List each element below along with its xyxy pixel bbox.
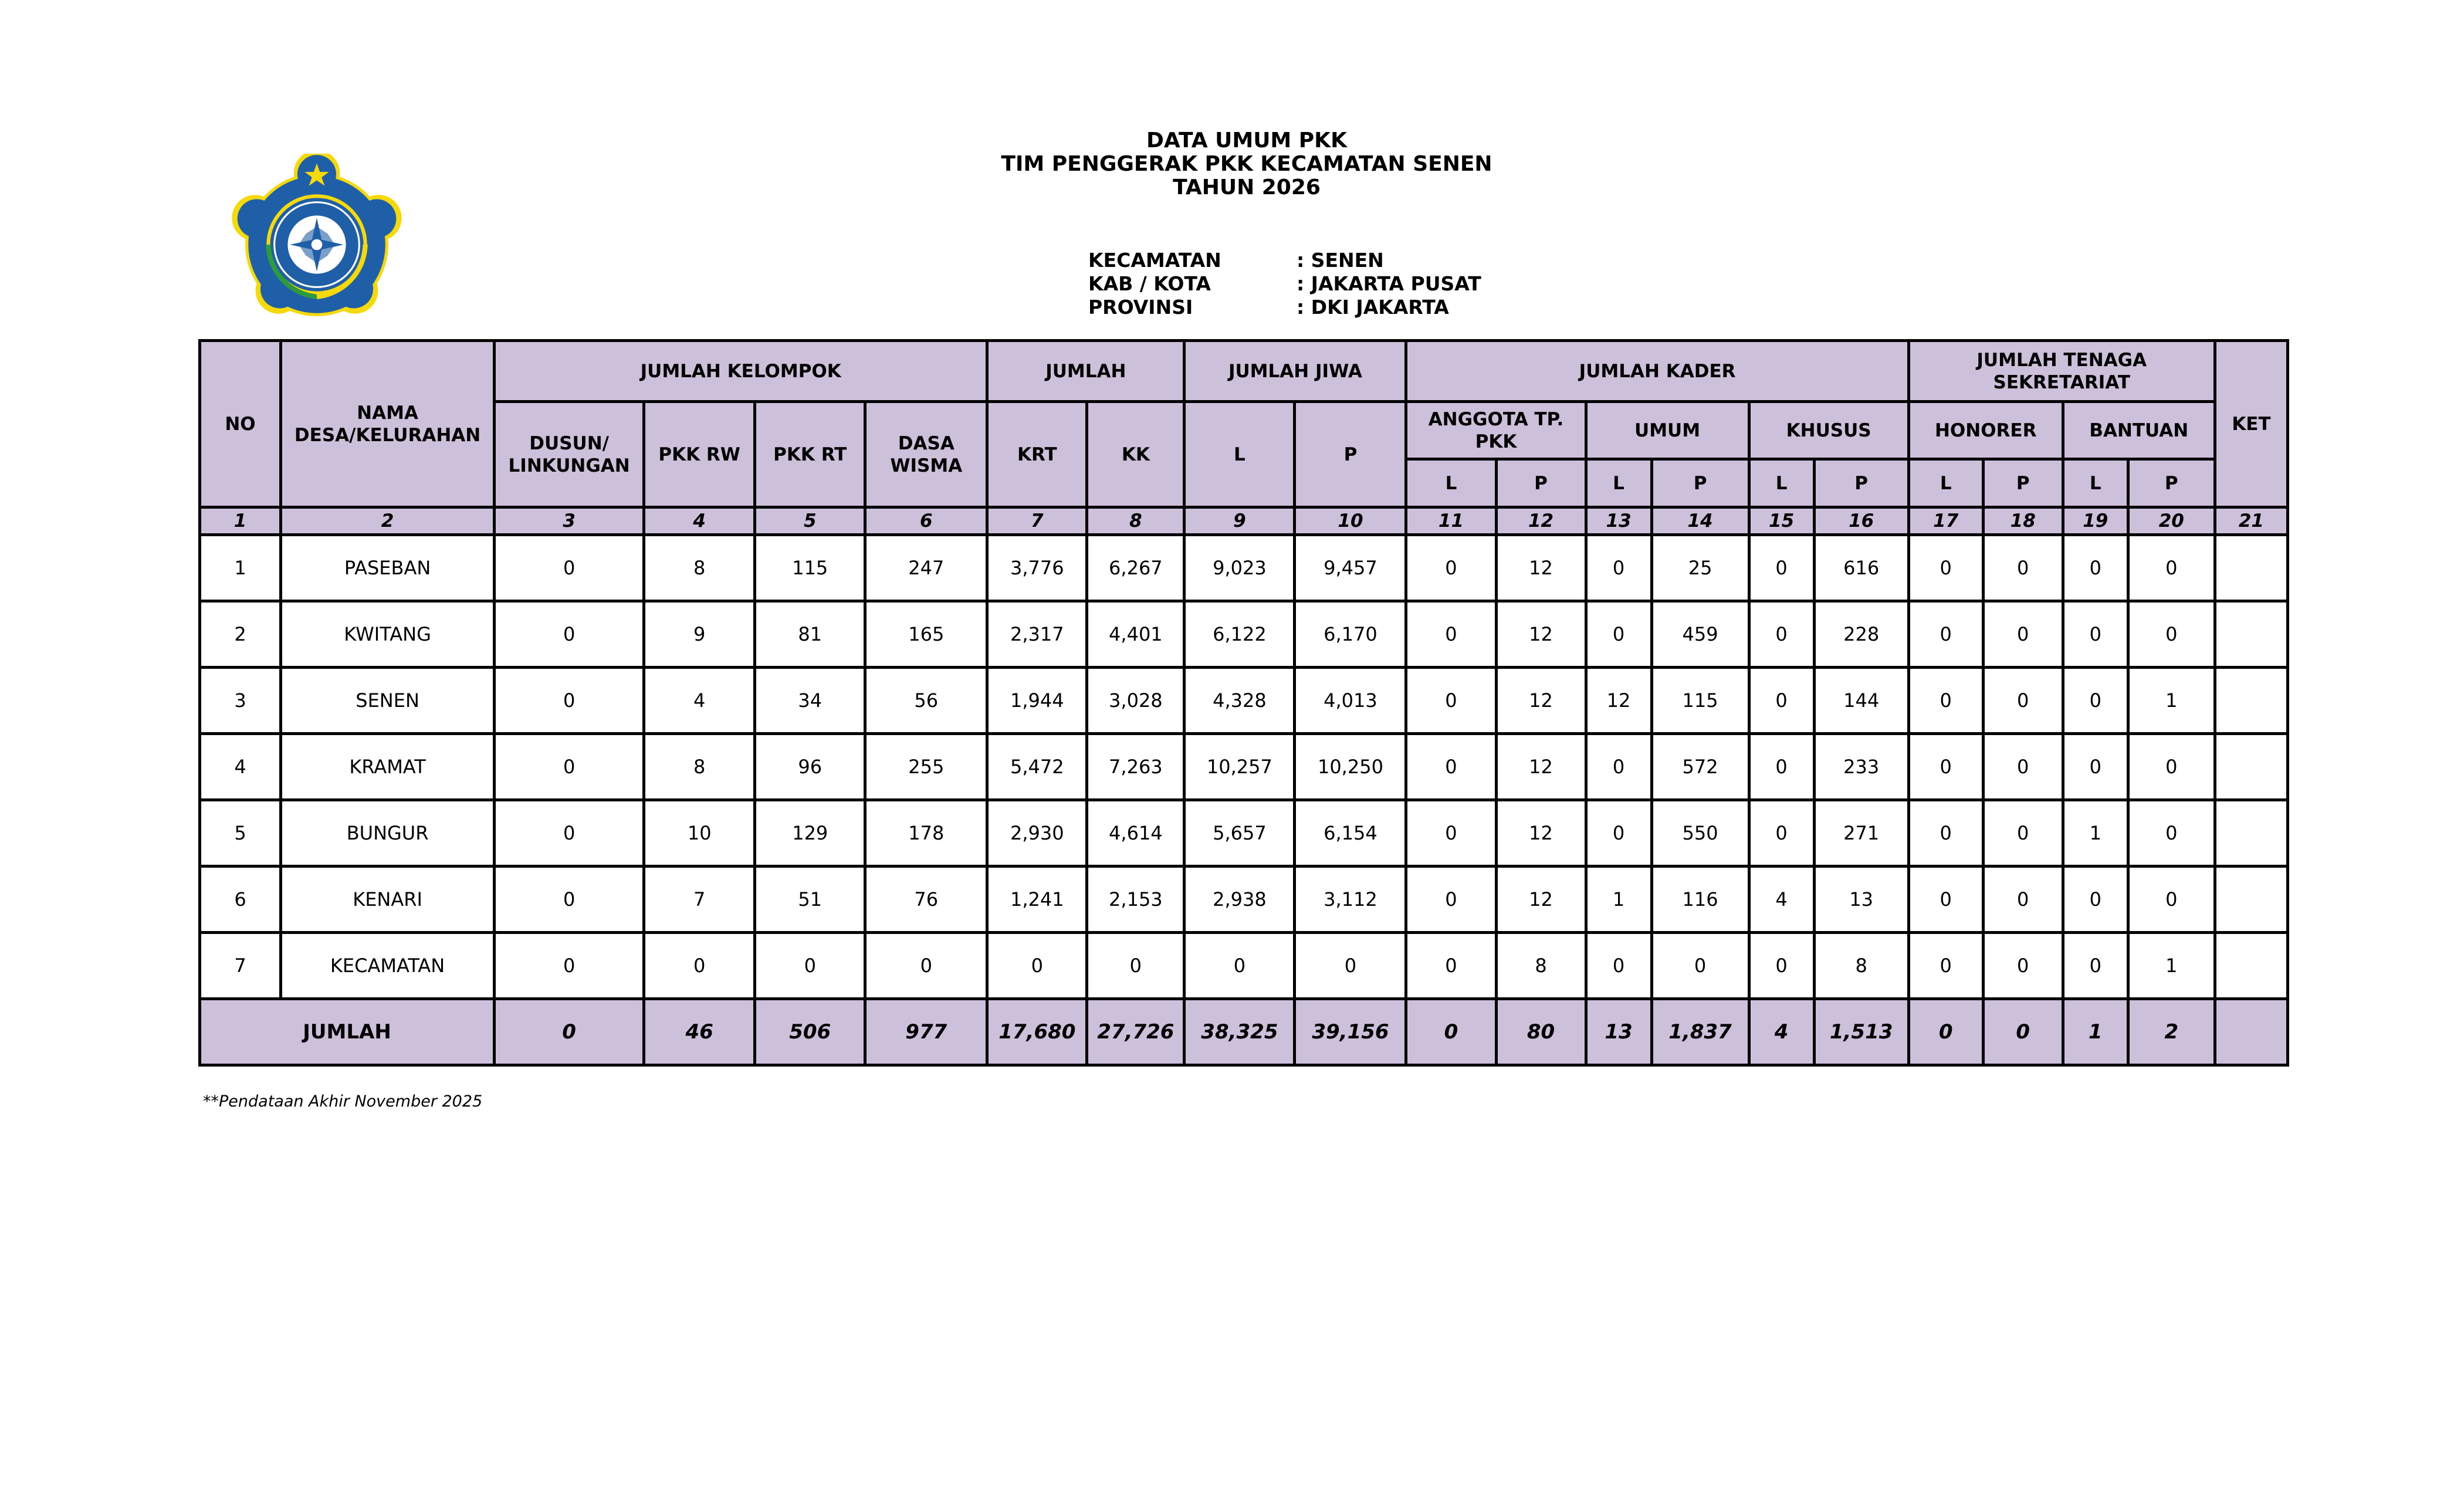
village-name-cell: KECAMATAN bbox=[281, 933, 495, 999]
table-cell: 1,944 bbox=[987, 668, 1087, 734]
table-cell: 0 bbox=[1087, 933, 1184, 999]
total-cell: 0 bbox=[1908, 999, 1983, 1065]
table-cell: 0 bbox=[1586, 535, 1651, 601]
table-cell: 5,472 bbox=[987, 734, 1087, 800]
table-row bbox=[200, 867, 2288, 933]
header-no: NO bbox=[200, 341, 281, 507]
table-cell: 4 bbox=[644, 668, 755, 734]
pkk-data-table bbox=[198, 339, 2289, 1067]
table-cell: 459 bbox=[1651, 601, 1749, 668]
table-cell: 1 bbox=[2128, 933, 2215, 999]
header-row-2 bbox=[200, 402, 2288, 459]
column-number: 12 bbox=[1496, 507, 1586, 535]
total-cell: 0 bbox=[495, 999, 644, 1065]
table-cell: 9,023 bbox=[1184, 535, 1295, 601]
header-umum-l: L bbox=[1586, 459, 1651, 507]
title-line-2: TIM PENGGERAK PKK KECAMATAN SENEN bbox=[1001, 152, 1492, 176]
total-row bbox=[200, 999, 2288, 1065]
header-jiwa-l: L bbox=[1184, 402, 1295, 507]
table-cell: 12 bbox=[1496, 535, 1586, 601]
total-cell: 27,726 bbox=[1087, 999, 1184, 1065]
column-number-row bbox=[200, 507, 2288, 535]
table-cell: 0 bbox=[1749, 668, 1814, 734]
header-khusus-l: L bbox=[1749, 459, 1814, 507]
table-cell: 2,153 bbox=[1087, 867, 1184, 933]
table-cell: 0 bbox=[1406, 867, 1496, 933]
table-cell: 0 bbox=[495, 601, 644, 668]
table-cell: 3,028 bbox=[1087, 668, 1184, 734]
table-cell: 6,170 bbox=[1295, 601, 1406, 668]
table-cell: 6,154 bbox=[1295, 800, 1406, 867]
header-jumlah: JUMLAH bbox=[987, 341, 1184, 402]
pkk-emblem-icon bbox=[226, 154, 408, 336]
table-cell: 0 bbox=[2063, 668, 2128, 734]
total-cell: 17,680 bbox=[987, 999, 1087, 1065]
total-cell: 2 bbox=[2128, 999, 2215, 1065]
table-cell bbox=[2215, 601, 2287, 668]
total-cell: 1,513 bbox=[1814, 999, 1908, 1065]
table-cell: 165 bbox=[865, 601, 987, 668]
table-cell: 0 bbox=[1908, 933, 1983, 999]
header-umum-p: P bbox=[1651, 459, 1749, 507]
table-cell: 0 bbox=[1406, 933, 1496, 999]
table-cell: 0 bbox=[644, 933, 755, 999]
table-cell: 0 bbox=[1184, 933, 1295, 999]
table-cell: 0 bbox=[1406, 668, 1496, 734]
total-cell: 0 bbox=[1406, 999, 1496, 1065]
total-cell: 0 bbox=[1983, 999, 2063, 1065]
row-number-cell: 2 bbox=[200, 601, 281, 668]
village-name-cell: KRAMAT bbox=[281, 734, 495, 800]
table-cell: 0 bbox=[1749, 601, 1814, 668]
document-title bbox=[821, 129, 1672, 199]
table-cell bbox=[2215, 800, 2287, 867]
table-cell: 7,263 bbox=[1087, 734, 1184, 800]
total-cell: 13 bbox=[1586, 999, 1651, 1065]
table-row bbox=[200, 668, 2288, 734]
info-label: KECAMATAN bbox=[1088, 249, 1221, 272]
header-honorer-l: L bbox=[1908, 459, 1983, 507]
table-cell: 10,250 bbox=[1295, 734, 1406, 800]
table-cell: 0 bbox=[2063, 734, 2128, 800]
header-anggota-l: L bbox=[1406, 459, 1496, 507]
table-cell: 0 bbox=[2063, 867, 2128, 933]
table-cell: 116 bbox=[1651, 867, 1749, 933]
column-number: 2 bbox=[281, 507, 495, 535]
total-cell: 4 bbox=[1749, 999, 1814, 1065]
table-cell: 1 bbox=[2063, 800, 2128, 867]
footnote: **Pendataan Akhir November 2025 bbox=[203, 1092, 483, 1111]
row-number-cell: 7 bbox=[200, 933, 281, 999]
region-info bbox=[1088, 249, 1481, 319]
table-cell bbox=[2215, 668, 2287, 734]
total-cell: 38,325 bbox=[1184, 999, 1295, 1065]
table-cell: 0 bbox=[2063, 535, 2128, 601]
total-cell bbox=[2215, 999, 2287, 1065]
total-cell: 46 bbox=[644, 999, 755, 1065]
column-number: 4 bbox=[644, 507, 755, 535]
column-number: 16 bbox=[1814, 507, 1908, 535]
row-number-cell: 1 bbox=[200, 535, 281, 601]
table-cell: 0 bbox=[755, 933, 865, 999]
table-cell: 12 bbox=[1496, 734, 1586, 800]
info-row-kota bbox=[1088, 272, 1481, 296]
table-cell: 34 bbox=[755, 668, 865, 734]
table-cell: 0 bbox=[1983, 734, 2063, 800]
header-bantuan-p: P bbox=[2128, 459, 2215, 507]
table-cell: 4,013 bbox=[1295, 668, 1406, 734]
table-cell: 12 bbox=[1496, 867, 1586, 933]
total-label: JUMLAH bbox=[200, 999, 495, 1065]
header-jumlah-kelompok: JUMLAH KELOMPOK bbox=[495, 341, 987, 402]
table-cell: 0 bbox=[1908, 800, 1983, 867]
table-row bbox=[200, 800, 2288, 867]
total-cell: 1,837 bbox=[1651, 999, 1749, 1065]
table-cell: 129 bbox=[755, 800, 865, 867]
row-number-cell: 6 bbox=[200, 867, 281, 933]
header-jumlah-tenaga: JUMLAH TENAGA SEKRETARIAT bbox=[1908, 341, 2215, 402]
table-cell: 1,241 bbox=[987, 867, 1087, 933]
table-cell: 0 bbox=[1295, 933, 1406, 999]
table-cell: 0 bbox=[2128, 734, 2215, 800]
header-honorer-p: P bbox=[1983, 459, 2063, 507]
column-number: 18 bbox=[1983, 507, 2063, 535]
village-name-cell: SENEN bbox=[281, 668, 495, 734]
table-cell: 115 bbox=[1651, 668, 1749, 734]
table-cell: 8 bbox=[644, 535, 755, 601]
table-cell: 0 bbox=[1749, 800, 1814, 867]
table-cell: 271 bbox=[1814, 800, 1908, 867]
table-cell: 572 bbox=[1651, 734, 1749, 800]
table-cell bbox=[2215, 933, 2287, 999]
table-cell: 1 bbox=[1586, 867, 1651, 933]
table-row bbox=[200, 933, 2288, 999]
header-pkk-rt: PKK RT bbox=[755, 402, 865, 507]
header-nama: NAMA DESA/KELURAHAN bbox=[281, 341, 495, 507]
table-cell bbox=[2215, 535, 2287, 601]
table-cell: 0 bbox=[495, 867, 644, 933]
table-cell: 0 bbox=[1983, 800, 2063, 867]
column-number: 5 bbox=[755, 507, 865, 535]
table-cell: 0 bbox=[495, 668, 644, 734]
table-cell: 0 bbox=[1749, 535, 1814, 601]
table-cell: 6,267 bbox=[1087, 535, 1184, 601]
table-cell: 0 bbox=[1586, 601, 1651, 668]
column-number: 1 bbox=[200, 507, 281, 535]
table-cell: 10 bbox=[644, 800, 755, 867]
table-cell: 0 bbox=[1749, 734, 1814, 800]
table-cell: 0 bbox=[1406, 601, 1496, 668]
village-name-cell: BUNGUR bbox=[281, 800, 495, 867]
title-line-1: DATA UMUM PKK bbox=[1146, 128, 1347, 153]
table-cell: 25 bbox=[1651, 535, 1749, 601]
table-cell: 0 bbox=[495, 800, 644, 867]
table-cell: 0 bbox=[495, 933, 644, 999]
table-row bbox=[200, 535, 2288, 601]
table-cell: 9,457 bbox=[1295, 535, 1406, 601]
table-cell: 0 bbox=[987, 933, 1087, 999]
table-cell: 2,930 bbox=[987, 800, 1087, 867]
column-number: 20 bbox=[2128, 507, 2215, 535]
row-number-cell: 4 bbox=[200, 734, 281, 800]
table-cell: 4 bbox=[1749, 867, 1814, 933]
header-bantuan: BANTUAN bbox=[2063, 402, 2215, 459]
table-cell: 0 bbox=[1406, 535, 1496, 601]
total-cell: 977 bbox=[865, 999, 987, 1065]
table-cell: 3,112 bbox=[1295, 867, 1406, 933]
total-cell: 39,156 bbox=[1295, 999, 1406, 1065]
column-number: 6 bbox=[865, 507, 987, 535]
column-number: 10 bbox=[1295, 507, 1406, 535]
table-cell: 178 bbox=[865, 800, 987, 867]
table-cell: 12 bbox=[1496, 800, 1586, 867]
table-cell: 0 bbox=[1983, 933, 2063, 999]
table-cell bbox=[2215, 734, 2287, 800]
header-dasa-wisma: DASA WISMA bbox=[865, 402, 987, 507]
info-label: KAB / KOTA bbox=[1088, 272, 1211, 295]
table-cell: 4,401 bbox=[1087, 601, 1184, 668]
header-bantuan-l: L bbox=[2063, 459, 2128, 507]
table-cell: 10,257 bbox=[1184, 734, 1295, 800]
header-dusun: DUSUN/ LINKUNGAN bbox=[495, 402, 644, 507]
column-number: 3 bbox=[495, 507, 644, 535]
info-row-kecamatan bbox=[1088, 249, 1481, 272]
column-number: 9 bbox=[1184, 507, 1295, 535]
table-cell: 0 bbox=[1983, 867, 2063, 933]
table-cell: 0 bbox=[1983, 668, 2063, 734]
header-kk: KK bbox=[1087, 402, 1184, 507]
total-cell: 1 bbox=[2063, 999, 2128, 1065]
header-jumlah-jiwa: JUMLAH JIWA bbox=[1184, 341, 1406, 402]
table-cell: 247 bbox=[865, 535, 987, 601]
table-cell: 115 bbox=[755, 535, 865, 601]
table-cell: 9 bbox=[644, 601, 755, 668]
table-cell: 0 bbox=[1586, 734, 1651, 800]
table-cell: 0 bbox=[1983, 601, 2063, 668]
column-number: 7 bbox=[987, 507, 1087, 535]
table-cell: 6,122 bbox=[1184, 601, 1295, 668]
table-cell: 8 bbox=[1496, 933, 1586, 999]
table-cell: 4,328 bbox=[1184, 668, 1295, 734]
table-cell: 12 bbox=[1496, 601, 1586, 668]
header-honorer: HONORER bbox=[1908, 402, 2063, 459]
table-cell: 0 bbox=[495, 734, 644, 800]
table-cell: 0 bbox=[1651, 933, 1749, 999]
table-cell: 13 bbox=[1814, 867, 1908, 933]
column-number: 17 bbox=[1908, 507, 1983, 535]
table-body bbox=[200, 535, 2288, 999]
table-cell: 5,657 bbox=[1184, 800, 1295, 867]
table-cell: 0 bbox=[1983, 535, 2063, 601]
header-khusus: KHUSUS bbox=[1749, 402, 1908, 459]
table-cell: 550 bbox=[1651, 800, 1749, 867]
info-value: : DKI JAKARTA bbox=[1297, 296, 1449, 319]
table-cell: 0 bbox=[2128, 601, 2215, 668]
info-value: : SENEN bbox=[1297, 249, 1384, 272]
table-cell bbox=[2215, 867, 2287, 933]
info-value: : JAKARTA PUSAT bbox=[1297, 272, 1481, 295]
table-cell: 0 bbox=[1908, 535, 1983, 601]
table-cell: 3,776 bbox=[987, 535, 1087, 601]
table-cell: 233 bbox=[1814, 734, 1908, 800]
table-cell: 12 bbox=[1586, 668, 1651, 734]
header-row-1 bbox=[200, 341, 2288, 402]
table-cell: 255 bbox=[865, 734, 987, 800]
info-row-provinsi bbox=[1088, 296, 1481, 319]
table-row bbox=[200, 601, 2288, 668]
table-cell: 0 bbox=[2063, 933, 2128, 999]
village-name-cell: KWITANG bbox=[281, 601, 495, 668]
table-cell: 81 bbox=[755, 601, 865, 668]
column-number: 19 bbox=[2063, 507, 2128, 535]
row-number-cell: 5 bbox=[200, 800, 281, 867]
header-anggota-p: P bbox=[1496, 459, 1586, 507]
table-cell: 12 bbox=[1496, 668, 1586, 734]
table-cell: 7 bbox=[644, 867, 755, 933]
column-number: 21 bbox=[2215, 507, 2287, 535]
table-cell: 0 bbox=[1749, 933, 1814, 999]
table-cell: 228 bbox=[1814, 601, 1908, 668]
table-cell: 0 bbox=[2128, 867, 2215, 933]
column-number: 14 bbox=[1651, 507, 1749, 535]
column-number: 8 bbox=[1087, 507, 1184, 535]
table-cell: 8 bbox=[1814, 933, 1908, 999]
table-cell: 4,614 bbox=[1087, 800, 1184, 867]
row-number-cell: 3 bbox=[200, 668, 281, 734]
header-ket: KET bbox=[2215, 341, 2287, 507]
table-cell: 0 bbox=[1406, 734, 1496, 800]
info-label: PROVINSI bbox=[1088, 296, 1193, 319]
table-cell: 0 bbox=[1406, 800, 1496, 867]
table-cell: 96 bbox=[755, 734, 865, 800]
header-krt: KRT bbox=[987, 402, 1087, 507]
village-name-cell: KENARI bbox=[281, 867, 495, 933]
table-cell: 0 bbox=[1908, 734, 1983, 800]
table-cell: 0 bbox=[2128, 535, 2215, 601]
table-cell: 0 bbox=[1586, 933, 1651, 999]
table-cell: 76 bbox=[865, 867, 987, 933]
header-jiwa-p: P bbox=[1295, 402, 1406, 507]
total-cell: 506 bbox=[755, 999, 865, 1065]
table-cell: 144 bbox=[1814, 668, 1908, 734]
table-cell: 0 bbox=[865, 933, 987, 999]
table-cell: 51 bbox=[755, 867, 865, 933]
column-number: 13 bbox=[1586, 507, 1651, 535]
table-cell: 0 bbox=[2128, 800, 2215, 867]
table-cell: 56 bbox=[865, 668, 987, 734]
header-anggota: ANGGOTA TP. PKK bbox=[1406, 402, 1586, 459]
column-number: 11 bbox=[1406, 507, 1496, 535]
table-row bbox=[200, 734, 2288, 800]
table-cell: 1 bbox=[2128, 668, 2215, 734]
village-name-cell: PASEBAN bbox=[281, 535, 495, 601]
title-line-3: TAHUN 2026 bbox=[1173, 175, 1321, 199]
table-cell: 0 bbox=[2063, 601, 2128, 668]
table-cell: 0 bbox=[1908, 601, 1983, 668]
total-cell: 80 bbox=[1496, 999, 1586, 1065]
table-cell: 0 bbox=[1586, 800, 1651, 867]
header-umum: UMUM bbox=[1586, 402, 1749, 459]
header-khusus-p: P bbox=[1814, 459, 1908, 507]
table-cell: 2,317 bbox=[987, 601, 1087, 668]
table-cell: 8 bbox=[644, 734, 755, 800]
header-pkk-rw: PKK RW bbox=[644, 402, 755, 507]
table-cell: 0 bbox=[495, 535, 644, 601]
table-cell: 616 bbox=[1814, 535, 1908, 601]
table-cell: 2,938 bbox=[1184, 867, 1295, 933]
table-cell: 0 bbox=[1908, 668, 1983, 734]
column-number: 15 bbox=[1749, 507, 1814, 535]
header-jumlah-kader: JUMLAH KADER bbox=[1406, 341, 1908, 402]
table-cell: 0 bbox=[1908, 867, 1983, 933]
